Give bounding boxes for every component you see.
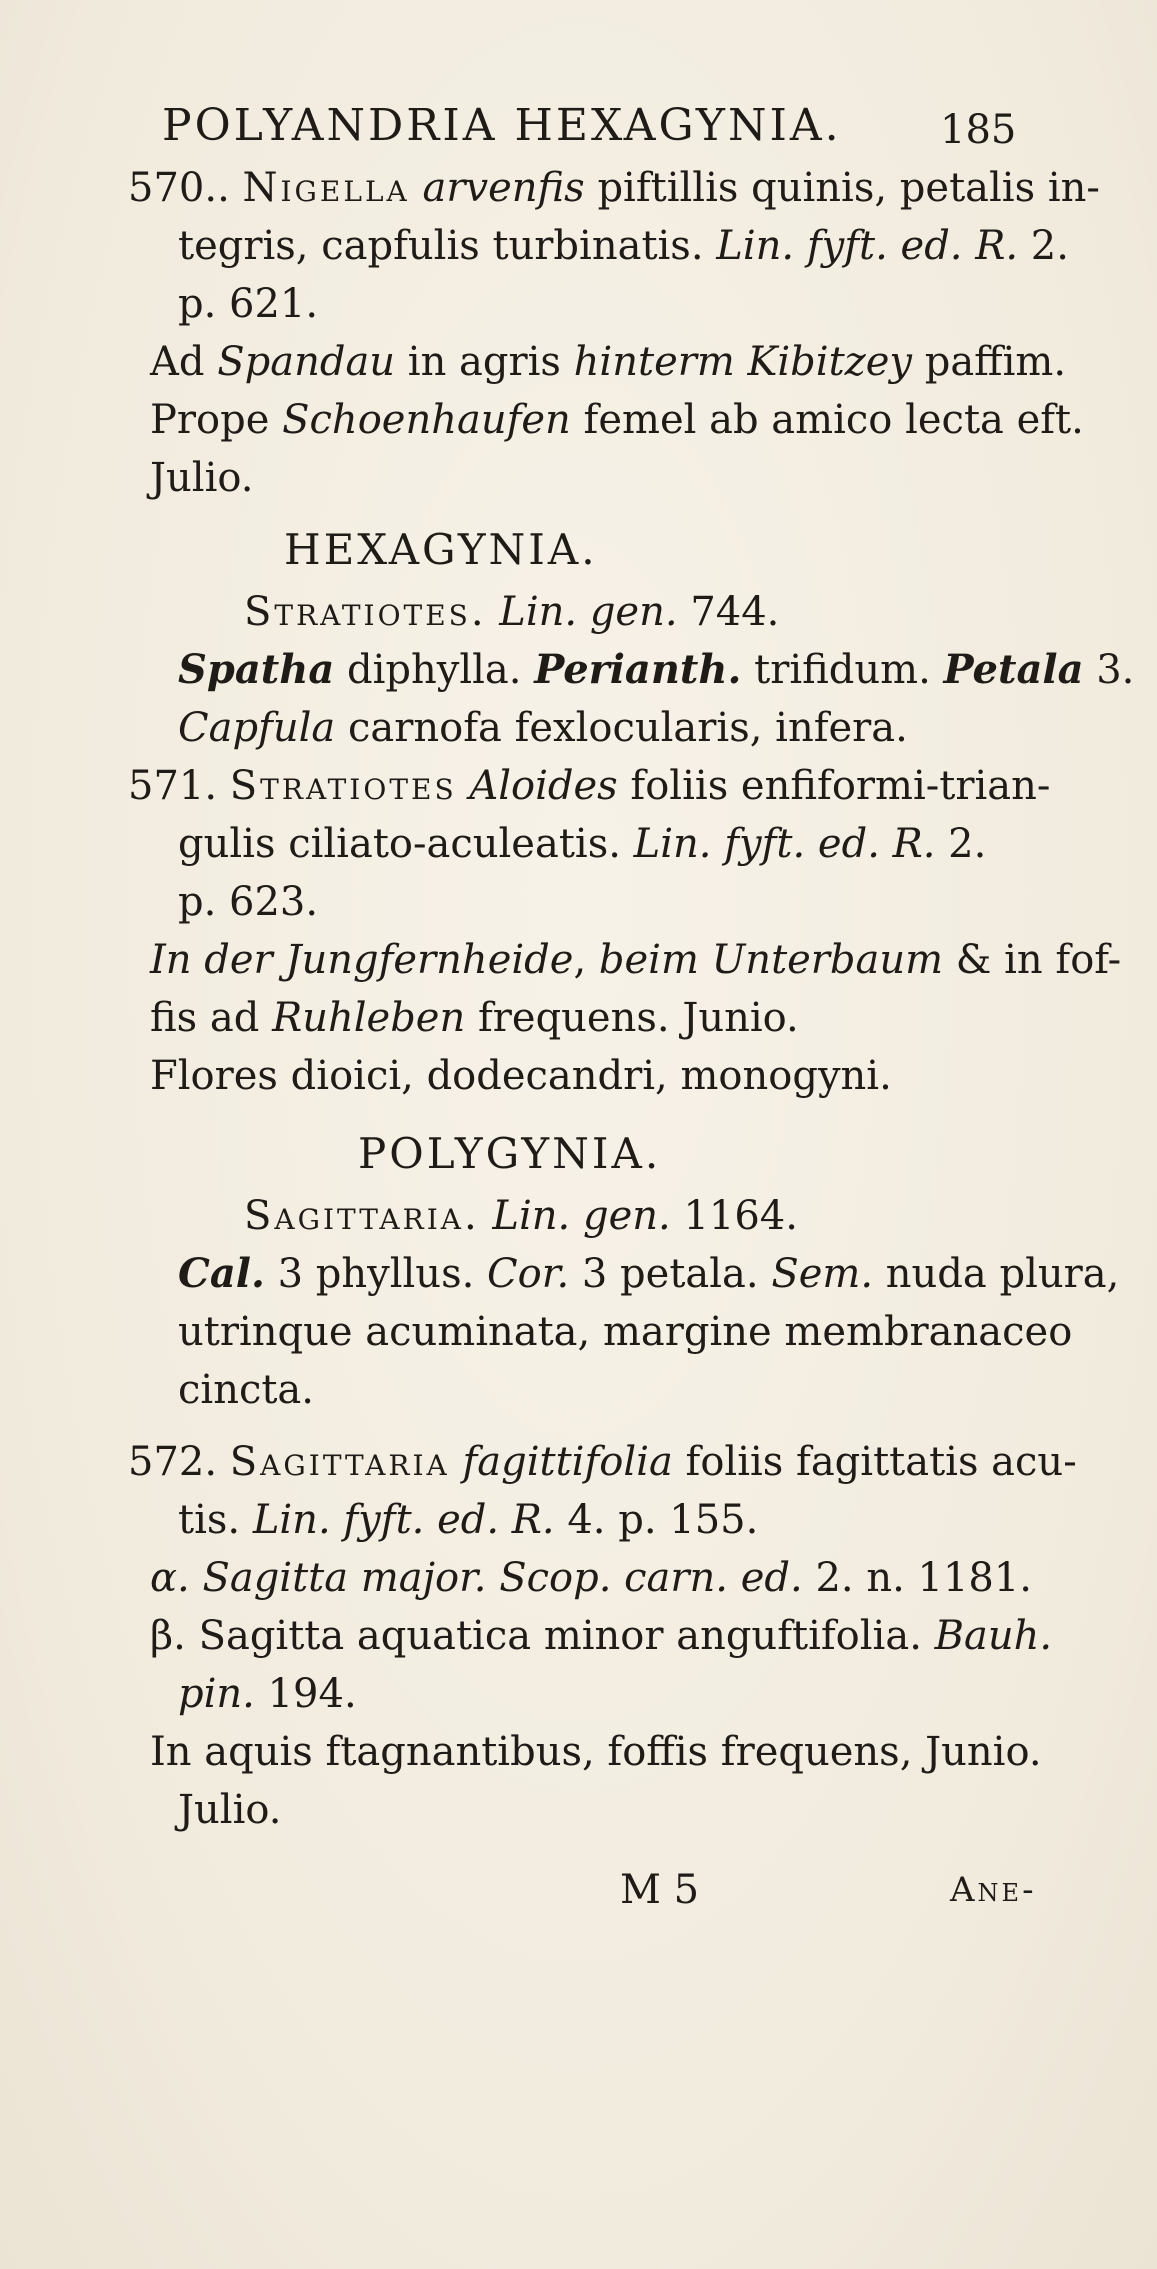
section-heading-hexagynia: HEXAGYNIA. (284, 525, 598, 574)
page-number: 185 (940, 107, 1017, 153)
entry-570-line-2: tegris, capfulis turbinatis. Lin. fyft. ed. R. 2. (178, 223, 1069, 269)
entry-571-habitat-2: fis ad Ruhleben frequens. Junio. (150, 995, 799, 1041)
entry-572-variety-beta-2: pin. 194. (178, 1671, 357, 1717)
genus-stratiotes-line-3: Capfula carnofa fexlocularis, infera. (178, 705, 908, 751)
entry-571-line-1: 571. Stratiotes Aloides foliis enfiformi-trian- (128, 763, 1051, 809)
entry-572-habitat-1: In aquis ftagnantibus, foffis frequens, Junio. (150, 1729, 1042, 1775)
header-title: POLYANDRIA HEXAGYNIA. (162, 100, 842, 151)
entry-572-variety-beta: β. Sagitta aquatica minor anguftifolia. Bauh. (150, 1613, 1053, 1659)
genus-sagittaria-line-1: Sagittaria. Lin. gen. 1164. (244, 1193, 798, 1239)
entry-570-line-1: 570.. Nigella arvenfis piftillis quinis, petalis in- (128, 165, 1100, 211)
genus-sagittaria-line-3: utrinque acuminata, margine membranaceo (178, 1309, 1073, 1355)
section-heading-polygynia: POLYGYNIA. (358, 1129, 662, 1178)
genus-stratiotes-line-1: Stratiotes. Lin. gen. 744. (244, 589, 780, 635)
running-header (162, 102, 842, 150)
entry-572-line-1: 572. Sagittaria fagittifolia foliis fagittatis acu- (128, 1439, 1077, 1485)
entry-572-habitat-2: Julio. (178, 1787, 282, 1833)
entry-570-line-3: p. 621. (178, 281, 319, 327)
entry-570-habitat-3: Julio. (150, 455, 254, 501)
genus-sagittaria-line-4: cincta. (178, 1367, 314, 1413)
entry-572-variety-alpha: α. Sagitta major. Scop. carn. ed. 2. n. 1181. (150, 1555, 1033, 1601)
entry-570-habitat-1: Ad Spandau in agris hinterm Kibitzey paffim. (150, 339, 1067, 385)
entry-570-habitat-2: Prope Schoenhaufen femel ab amico lecta eft. (150, 397, 1084, 443)
entry-572-line-2: tis. Lin. fyft. ed. R. 4. p. 155. (178, 1497, 759, 1543)
entry-571-habitat-1: In der Jungfernheide, beim Unterbaum & in fof- (150, 937, 1122, 983)
entry-571-line-3: p. 623. (178, 879, 319, 925)
entry-571-line-2: gulis ciliato-aculeatis. Lin. fyft. ed. R. 2. (178, 821, 987, 867)
catchword: Ane- (950, 1870, 1037, 1910)
genus-sagittaria-line-2: Cal. 3 phyllus. Cor. 3 petala. Sem. nuda plura, (178, 1250, 1120, 1297)
entry-571-note: Flores dioici, dodecandri, monogyni. (150, 1053, 892, 1099)
signature-mark: M 5 (620, 1867, 700, 1913)
genus-stratiotes-line-2: Spatha diphylla. Perianth. trifidum. Petala 3. (178, 646, 1135, 693)
